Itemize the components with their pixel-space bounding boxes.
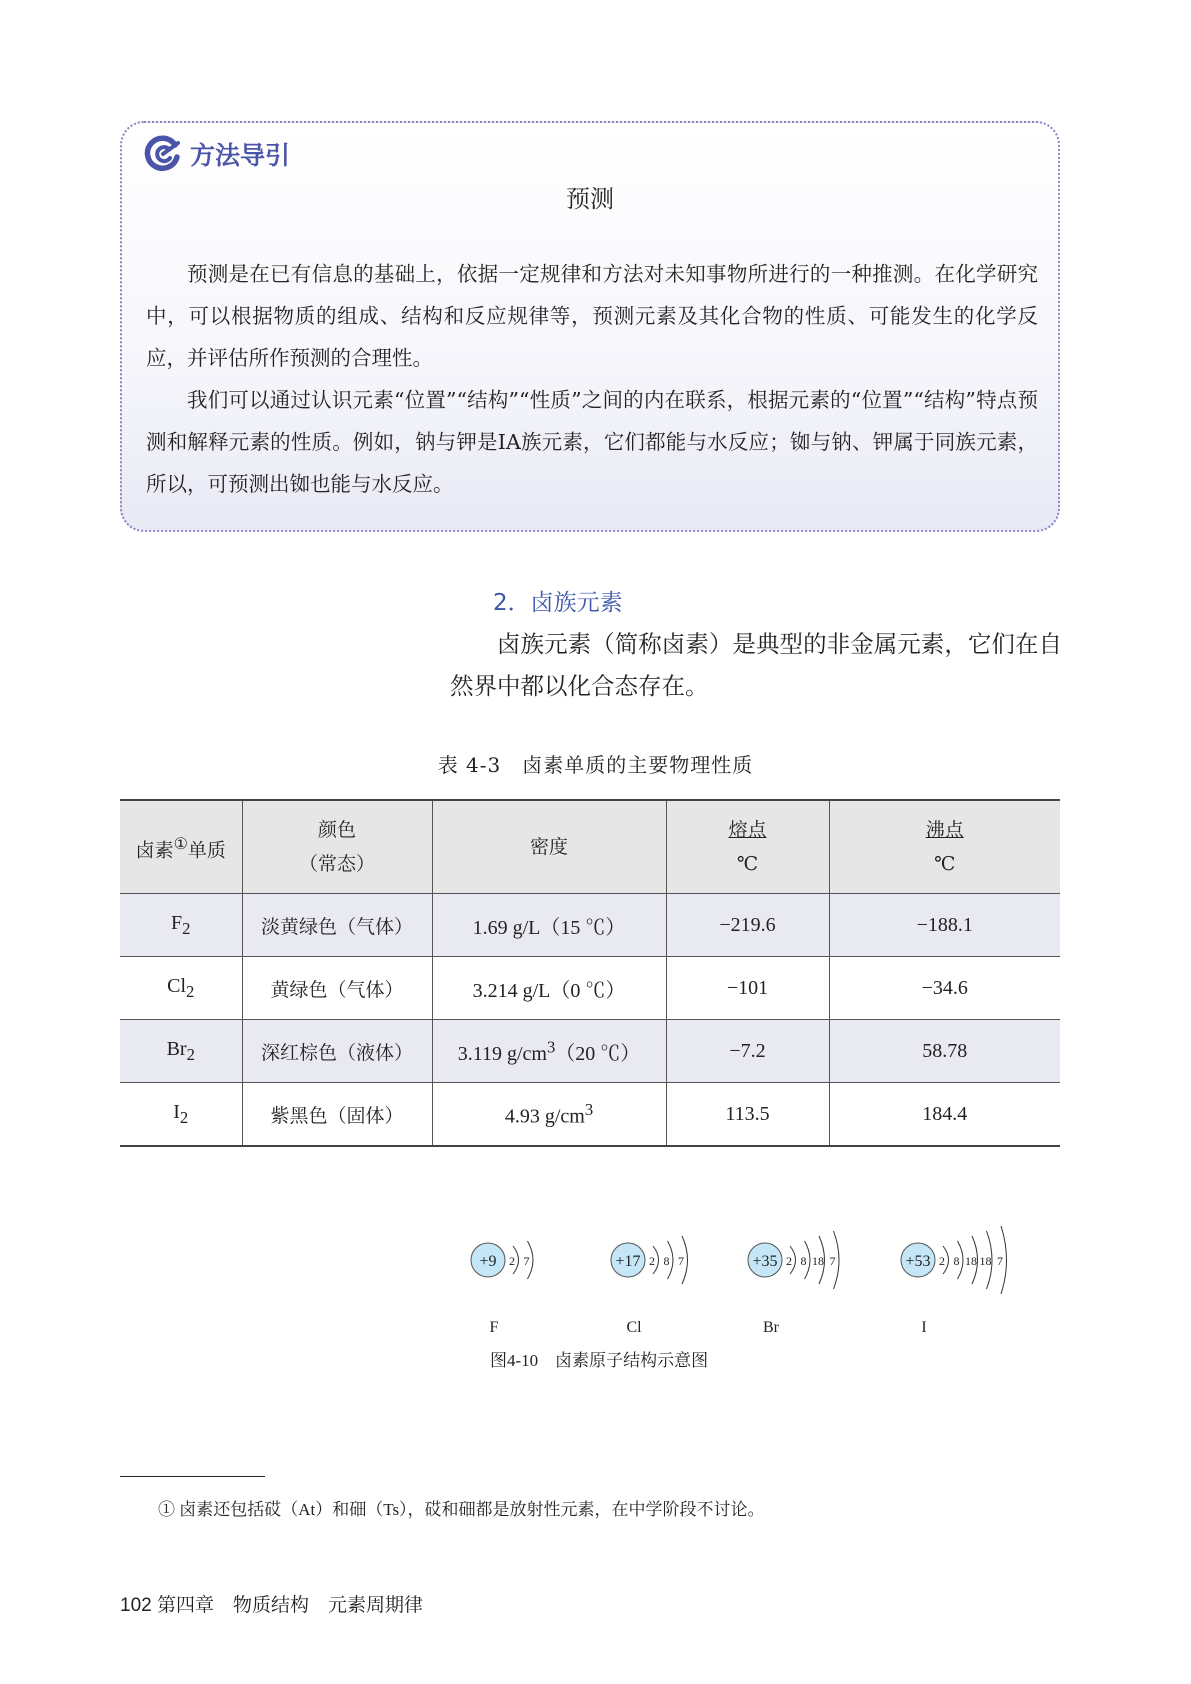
table-header-row (120, 800, 1060, 894)
cell-boiling-point: −188.1 (829, 894, 1060, 957)
element-symbol: Cl (167, 974, 187, 997)
cell-color: 深红棕色（液体） (242, 1020, 432, 1083)
element-label: F (489, 1319, 499, 1336)
cell-color: 黄绿色（气体） (242, 957, 432, 1020)
table-caption: 表 4-3 卤素单质的主要物理性质 (437, 753, 754, 777)
cell-density (432, 1020, 666, 1083)
cell-substance (120, 894, 242, 957)
header-boiling-point (829, 800, 1060, 894)
intro-paragraph: 卤族元素（简称卤素）是典型的非金属元素，它们在自然界中都以化合态存在。 (450, 632, 1062, 700)
cell-substance (120, 1083, 242, 1147)
electron-count-label: 7 (678, 1254, 684, 1268)
element-symbol: F (171, 911, 183, 934)
figure-caption: 图4-10 卤素原子结构示意图 (490, 1351, 709, 1370)
electron-count-label: 18 (965, 1254, 977, 1268)
cell-substance (120, 1020, 242, 1083)
electron-count-label: 8 (663, 1254, 670, 1268)
electron-count-label: 2 (509, 1254, 515, 1268)
method-guide-label: 方法导引 (190, 141, 291, 170)
density-value: 3.214 g/L（0 ℃） (472, 979, 626, 1002)
page-footer (120, 1590, 423, 1617)
header-melting-unit: ℃ (736, 853, 759, 875)
nuclear-charge-label: +53 (905, 1253, 931, 1270)
density-value: 4.93 g/cm (504, 1105, 585, 1128)
cell-melting-point: −7.2 (666, 1020, 829, 1083)
header-melting-point (666, 800, 829, 894)
cell-boiling-point: −34.6 (829, 957, 1060, 1020)
atom-structure-diagram (460, 1208, 1030, 1338)
method-guide-header (144, 135, 290, 173)
method-paragraph: 预测是在已有信息的基础上，依据一定规律和方法对未知事物所进行的一种推测。在化学研究中，可以根据物质的组成、结构和反应规律等，预测元素及其化合物的性质、可能发生的化学反应，并评估所作预测的合理性。 (146, 262, 1038, 370)
header-substance-text: 卤素 (135, 839, 174, 862)
cell-melting-point: −101 (666, 957, 829, 1020)
header-substance-text: 单质 (187, 839, 226, 862)
electron-count-label: 2 (939, 1254, 945, 1268)
density-exponent: 3 (584, 1099, 594, 1119)
method-guide-box (120, 121, 1060, 532)
element-label: Br (763, 1319, 779, 1336)
density-exponent: 3 (546, 1036, 556, 1056)
method-guide-heading: 预测 (566, 185, 614, 213)
cell-density (432, 957, 666, 1020)
section-intro (450, 624, 1062, 708)
header-boiling-text: 沸点 (925, 819, 964, 841)
electron-count-label: 2 (649, 1254, 655, 1268)
element-subscript: 2 (179, 1107, 189, 1127)
header-boiling-unit: ℃ (934, 853, 956, 875)
header-color (242, 800, 432, 894)
header-substance (120, 800, 242, 894)
cell-boiling-point: 58.78 (829, 1020, 1060, 1083)
header-melting-text: 熔点 (728, 819, 767, 841)
cell-density (432, 894, 666, 957)
header-color-note: （常态） (298, 853, 375, 875)
header-density: 密度 (432, 800, 666, 894)
table-row (120, 894, 1060, 957)
electron-count-label: 7 (523, 1254, 530, 1268)
cell-melting-point: 113.5 (666, 1083, 829, 1147)
element-label: Cl (626, 1319, 642, 1336)
cell-density (432, 1083, 666, 1147)
element-label: I (921, 1319, 927, 1336)
electron-count-label: 18 (812, 1254, 824, 1268)
section-title: 2．卤族元素 (493, 590, 623, 616)
nuclear-charge-label: +17 (615, 1253, 641, 1270)
element-subscript: 2 (186, 1044, 195, 1064)
electron-count-label: 18 (979, 1254, 992, 1268)
cell-color: 紫黑色（固体） (242, 1083, 432, 1147)
table-row (120, 957, 1060, 1020)
method-guide-text (146, 253, 1038, 505)
footnote-divider (120, 1476, 265, 1477)
cell-color: 淡黄绿色（气体） (242, 894, 432, 957)
element-symbol: Br (166, 1037, 187, 1060)
electron-count-label: 2 (786, 1254, 792, 1268)
chapter-title: 第四章 物质结构 元素周期律 (156, 1595, 423, 1616)
method-paragraph: 我们可以通过认识元素“位置”“结构”“性质”之间的内在联系，根据元素的“位置”“结构”特点预测和解释元素的性质。例如，钠与钾是ⅠA族元素，它们都能与水反应；铷与钠、钾属于同族元素，所以，可预测出铷也能与水反应。 (146, 388, 1038, 496)
element-subscript: 2 (182, 918, 191, 938)
halogen-properties-table (120, 799, 1060, 1147)
page-number: 102 (120, 1595, 152, 1616)
footnote-marker: ① (173, 833, 188, 853)
element-subscript: 2 (186, 981, 195, 1001)
nuclear-charge-label: +35 (752, 1253, 778, 1270)
header-color-text: 颜色 (317, 819, 356, 841)
cell-melting-point: −219.6 (666, 894, 829, 957)
cell-boiling-point: 184.4 (829, 1083, 1060, 1147)
footnote: ① 卤素还包括砹（At）和鿬（Ts），砹和鿬都是放射性元素，在中学阶段不讨论。 (158, 1500, 765, 1519)
electron-count-label: 8 (800, 1254, 807, 1268)
element-symbol: I (173, 1100, 180, 1123)
density-condition: （20 ℃） (555, 1042, 641, 1065)
method-guide-icon (144, 135, 182, 173)
density-value: 1.69 g/L（15 ℃） (472, 916, 626, 939)
electron-count-label: 7 (829, 1254, 836, 1268)
density-value: 3.119 g/cm (457, 1042, 547, 1065)
table-row (120, 1083, 1060, 1147)
electron-count-label: 7 (997, 1254, 1003, 1268)
cell-substance (120, 957, 242, 1020)
table-row (120, 1020, 1060, 1083)
nuclear-charge-label: +9 (479, 1253, 497, 1270)
electron-count-label: 8 (953, 1254, 960, 1268)
